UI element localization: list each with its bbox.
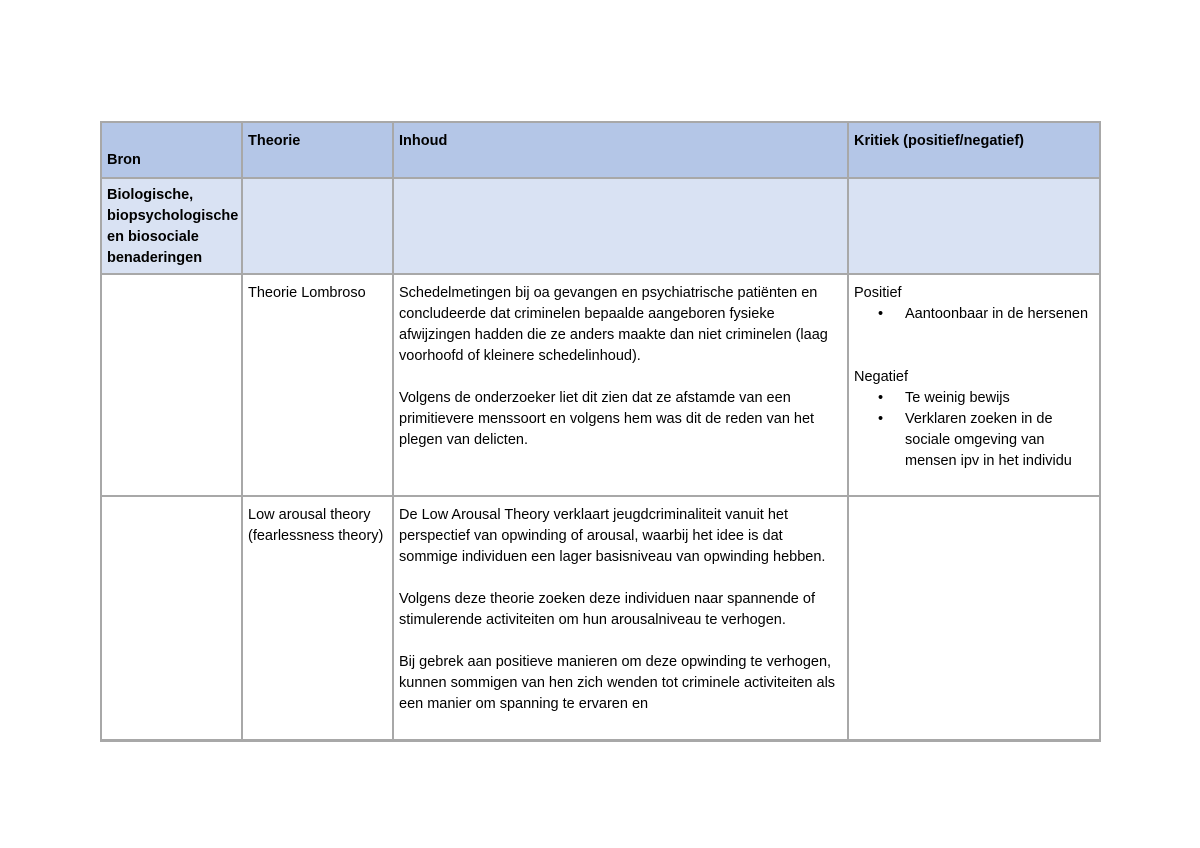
- section-title-line: Biologische,: [107, 187, 194, 203]
- cell-theorie: Low arousal theory (fearlessness theory): [242, 496, 393, 740]
- header-bron: Bron: [101, 122, 242, 178]
- cell-kritiek: [848, 496, 1100, 740]
- header-inhoud: Inhoud: [393, 122, 848, 178]
- table-header-row: [101, 122, 1100, 178]
- cell-bron: [101, 274, 242, 496]
- inhoud-paragraph: De Low Arousal Theory verklaart jeugdcriminaliteit vanuit het perspectief van opwinding of arousal, waarbij het idee is dat sommige individuen een lager basisniveau van opwinding hebben.: [399, 507, 826, 565]
- cell-bron: [101, 496, 242, 740]
- kritiek-positief-label: Positief: [854, 285, 902, 301]
- list-item: [854, 388, 1094, 409]
- cell-theorie: Theorie Lombroso: [242, 274, 393, 496]
- section-title-line: biopsychologische: [107, 208, 239, 224]
- section-empty-cell: [242, 178, 393, 274]
- inhoud-content: [399, 505, 842, 715]
- header-kritiek: Kritiek (positief/negatief): [848, 122, 1100, 178]
- cell-inhoud: [393, 274, 848, 496]
- table-row: [101, 274, 1100, 496]
- inhoud-paragraph: Schedelmetingen bij oa gevangen en psychiatrische patiënten en concludeerde dat criminelen bepaalde aangeboren fysieke afwijzingen hadden die ze anders maakte dan niet criminelen (laag voorhoofd of kleinere schedelinhoud).: [399, 285, 828, 364]
- kritiek-positief: [854, 283, 1094, 325]
- list-item: [854, 304, 1094, 325]
- inhoud-paragraph: Volgens deze theorie zoeken deze individuen naar spannende of stimulerende activiteiten om hun arousalniveau te verhogen.: [399, 591, 815, 628]
- inhoud-paragraph: Volgens de onderzoeker liet dit zien dat ze afstamde van een primitievere menssoort en volgens hem was dit de reden van het plegen van delicten.: [399, 390, 815, 448]
- list-item-text: Aantoonbaar in de hersenen: [905, 306, 1089, 322]
- section-row: [101, 178, 1100, 274]
- header-theorie: Theorie: [242, 122, 393, 178]
- kritiek-negatief-label: Negatief: [854, 369, 909, 385]
- cell-kritiek: [848, 274, 1100, 496]
- table-row: [101, 496, 1100, 740]
- theory-table: [100, 121, 1101, 742]
- kritiek-negatief: [854, 367, 1094, 472]
- section-title-line: en biosociale: [107, 229, 199, 245]
- list-item-text: Verklaren zoeken in de sociale omgeving van mensen ipv in het individu: [905, 411, 1072, 469]
- positief-list: [854, 304, 1094, 325]
- section-title-line: benaderingen: [107, 250, 203, 266]
- list-item: [854, 409, 1094, 472]
- list-item-text: Te weinig bewijs: [905, 390, 1010, 406]
- bullet-icon: •: [878, 390, 884, 406]
- bullet-icon: •: [878, 306, 884, 322]
- cell-inhoud: [393, 496, 848, 740]
- inhoud-paragraph: Bij gebrek aan positieve manieren om deze opwinding te verhogen, kunnen sommigen van hen zich wenden tot criminele activiteiten als een manier om spanning te ervaren en: [399, 654, 836, 712]
- section-empty-cell: [393, 178, 848, 274]
- negatief-list: [854, 388, 1094, 472]
- bullet-icon: •: [878, 411, 884, 427]
- section-empty-cell: [848, 178, 1100, 274]
- section-title: [101, 178, 242, 274]
